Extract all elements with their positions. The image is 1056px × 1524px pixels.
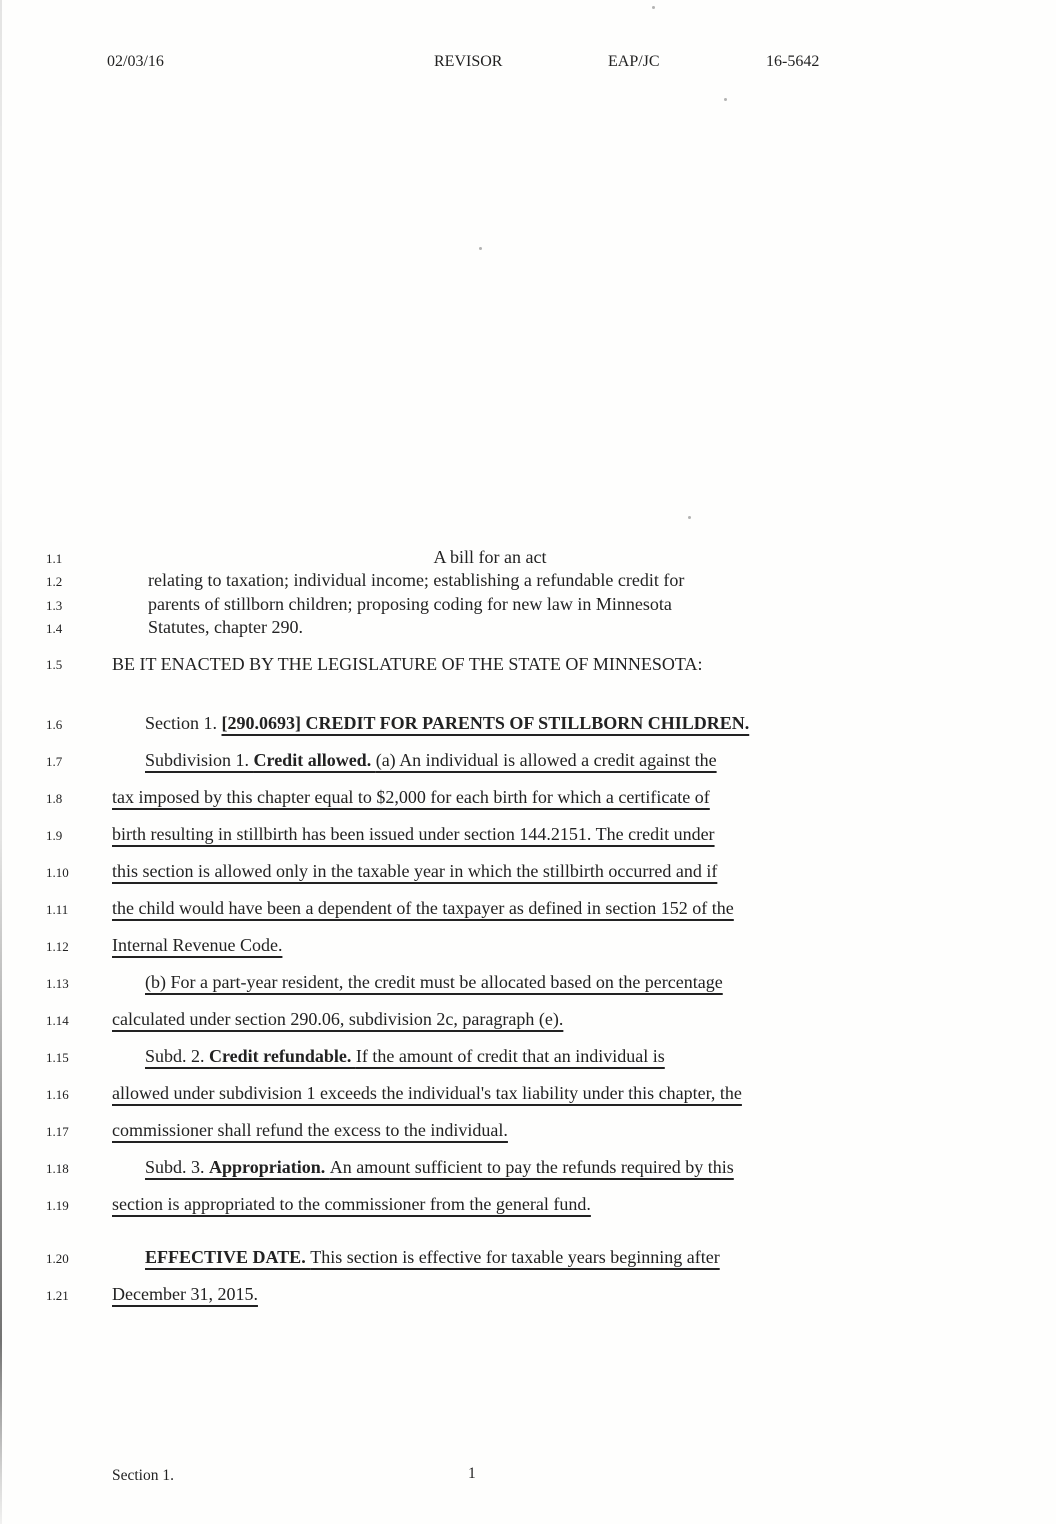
scan-speck (479, 247, 482, 250)
line-number: 1.2 (46, 574, 63, 590)
block-effective-date (0, 1239, 1056, 1313)
bill-body (0, 546, 1056, 1313)
scan-speck (724, 98, 727, 101)
line-number: 1.16 (46, 1086, 69, 1102)
line-text: A bill for an act (433, 547, 547, 567)
line-text: (b) For a part-year resident, the credit must be allocated based on the percentage (145, 971, 723, 992)
bill-line (0, 853, 1056, 890)
header-drafter-code: EAP/JC (608, 53, 660, 70)
line-text: this section is allowed only in the taxable year in which the stillbirth occurred and if (112, 860, 718, 881)
line-number: 1.11 (46, 901, 69, 917)
bill-line (0, 1001, 1056, 1038)
line-number: 1.9 (46, 827, 63, 843)
line-number: 1.12 (46, 938, 69, 954)
bill-line (0, 742, 1056, 779)
line-text: Statutes, chapter 290. (148, 617, 303, 638)
line-number: 1.14 (46, 1012, 69, 1028)
block-section-1 (0, 705, 1056, 1223)
line-number: 1.8 (46, 790, 63, 806)
bill-line (0, 593, 1056, 616)
line-number: 1.6 (46, 716, 63, 732)
scan-speck (688, 516, 691, 519)
bill-line (0, 890, 1056, 927)
bill-line (0, 1186, 1056, 1223)
line-text: December 31, 2015. (112, 1283, 258, 1304)
line-number: 1.4 (46, 621, 63, 637)
bill-line (0, 546, 1056, 569)
bill-line (0, 616, 1056, 639)
bill-line (0, 1239, 1056, 1276)
line-number: 1.5 (46, 656, 63, 672)
bill-line (0, 1075, 1056, 1112)
line-number: 1.17 (46, 1123, 69, 1139)
line-text: commissioner shall refund the excess to the individual. (112, 1119, 508, 1140)
line-number: 1.1 (46, 551, 63, 566)
bill-line (0, 964, 1056, 1001)
line-number: 1.13 (46, 975, 69, 991)
line-number: 1.21 (46, 1287, 69, 1303)
bill-line (0, 705, 1056, 742)
line-number: 1.20 (46, 1250, 69, 1266)
line-text: calculated under section 290.06, subdivision 2c, paragraph (e). (112, 1008, 564, 1029)
block-bill-title (0, 546, 1056, 640)
line-text: birth resulting in stillbirth has been issued under section 144.2151. The credit under (112, 823, 715, 844)
line-number: 1.19 (46, 1197, 69, 1213)
bill-line (0, 1038, 1056, 1075)
header-revisor-label: REVISOR (434, 53, 503, 70)
line-text: relating to taxation; individual income; establishing a refundable credit for (148, 570, 685, 591)
bill-line (0, 1149, 1056, 1186)
line-text: EFFECTIVE DATE. This section is effective for taxable years beginning after (145, 1246, 720, 1267)
line-text: parents of stillborn children; proposing coding for new law in Minnesota (148, 593, 672, 614)
line-text: the child would have been a dependent of the taxpayer as defined in section 152 of the (112, 897, 734, 918)
line-number: 1.15 (46, 1049, 69, 1065)
line-number: 1.7 (46, 753, 63, 769)
bill-line (0, 927, 1056, 964)
bill-line (0, 652, 1056, 676)
line-text: tax imposed by this chapter equal to $2,000 for each birth for which a certificate of (112, 786, 710, 807)
line-number: 1.18 (46, 1160, 69, 1176)
line-number: 1.10 (46, 864, 69, 880)
line-number: 1.3 (46, 597, 63, 613)
block-enacting-clause (0, 652, 1056, 676)
bill-line (0, 1112, 1056, 1149)
line-text: section is appropriated to the commissioner from the general fund. (112, 1193, 591, 1214)
line-text: Internal Revenue Code. (112, 934, 283, 955)
line-text: Subdivision 1. Credit allowed. (a) An individual is allowed a credit against the (145, 749, 717, 770)
bill-line (0, 816, 1056, 853)
line-text: Subd. 2. Credit refundable. If the amount of credit that an individual is (145, 1045, 665, 1066)
scan-speck (652, 6, 655, 9)
footer-page-number: 1 (468, 1465, 476, 1482)
bill-line (0, 1276, 1056, 1313)
header-date: 02/03/16 (107, 53, 164, 70)
line-text: allowed under subdivision 1 exceeds the individual's tax liability under this chapter, the (112, 1082, 742, 1103)
bill-line (0, 569, 1056, 592)
bill-line (0, 779, 1056, 816)
line-text: Section 1. [290.0693] CREDIT FOR PARENTS OF STILLBORN CHILDREN. (145, 712, 750, 733)
line-text: Subd. 3. Appropriation. An amount sufficient to pay the refunds required by this (145, 1156, 734, 1177)
header-document-number: 16-5642 (766, 53, 820, 70)
footer-section-label: Section 1. (112, 1467, 174, 1484)
line-text: BE IT ENACTED BY THE LEGISLATURE OF THE STATE OF MINNESOTA: (112, 653, 703, 674)
